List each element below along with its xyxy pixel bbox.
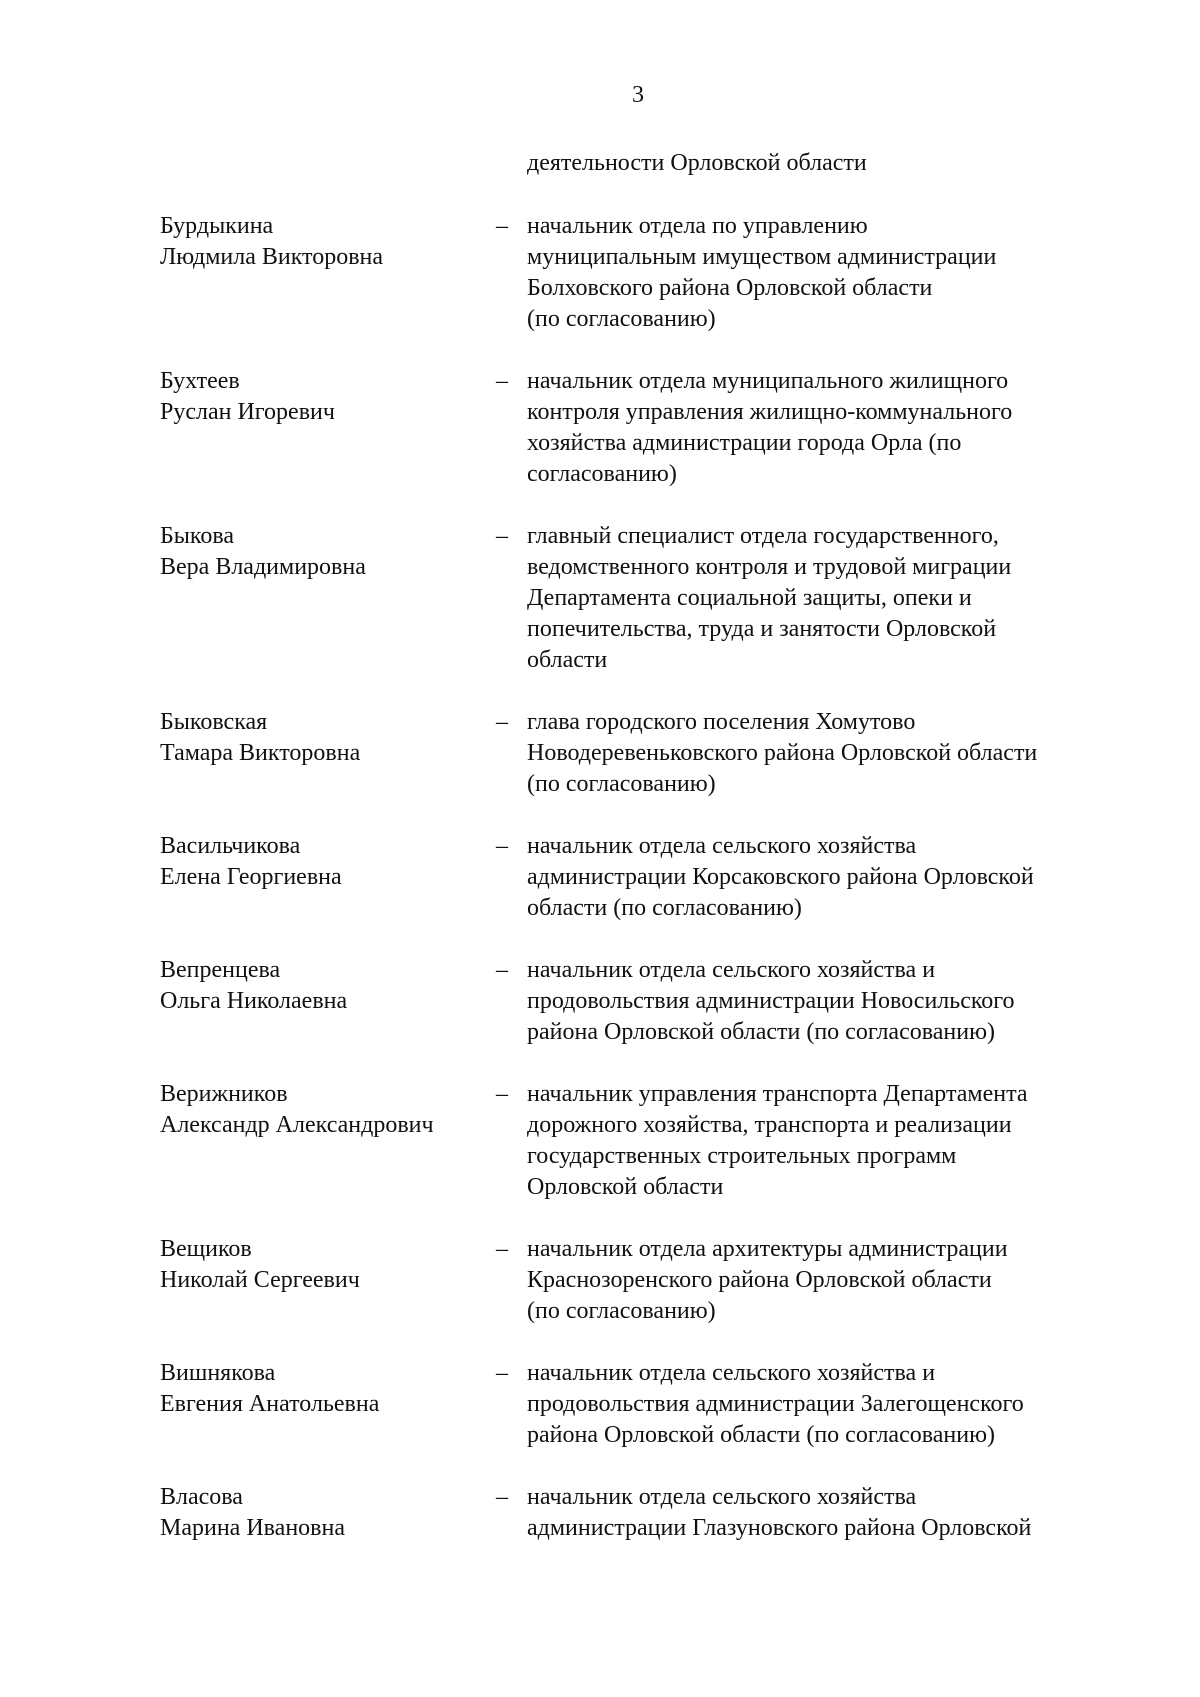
continuation-text: деятельности Орловской области bbox=[527, 150, 867, 176]
member-name bbox=[160, 1358, 496, 1451]
position-line: начальник отдела сельского хозяйства и bbox=[527, 957, 936, 983]
position-line: района Орловской области (по согласованию) bbox=[527, 1422, 996, 1448]
page-number: 3 bbox=[632, 82, 644, 108]
member-name bbox=[160, 955, 496, 1048]
member-name bbox=[160, 1482, 496, 1544]
position-line: начальник отдела муниципального жилищного bbox=[527, 368, 1009, 394]
member-entry bbox=[160, 831, 1120, 924]
member-position bbox=[527, 707, 1120, 800]
dash-separator: – bbox=[496, 213, 508, 239]
member-surname: Бурдыкина bbox=[160, 213, 274, 239]
dash-separator: – bbox=[496, 957, 508, 983]
member-given-names: Евгения Анатольевна bbox=[160, 1391, 380, 1417]
member-given-names: Людмила Викторовна bbox=[160, 244, 384, 270]
member-name bbox=[160, 707, 496, 800]
member-entry bbox=[160, 211, 1120, 335]
member-given-names: Руслан Игоревич bbox=[160, 399, 335, 425]
member-surname: Вепренцева bbox=[160, 957, 281, 983]
member-position bbox=[527, 1482, 1120, 1544]
member-position bbox=[527, 831, 1120, 924]
position-line: области (по согласованию) bbox=[527, 895, 802, 921]
dash-separator: – bbox=[496, 1360, 508, 1386]
position-line: района Орловской области (по согласованию) bbox=[527, 1019, 996, 1045]
position-line: начальник отдела сельского хозяйства bbox=[527, 833, 917, 859]
member-position bbox=[527, 366, 1120, 490]
member-name bbox=[160, 831, 496, 924]
member-entry bbox=[160, 1079, 1120, 1203]
member-name bbox=[160, 1079, 496, 1203]
member-entry bbox=[160, 1358, 1120, 1451]
member-position bbox=[527, 1079, 1120, 1203]
member-surname: Быковская bbox=[160, 709, 268, 735]
position-line: согласованию) bbox=[527, 461, 677, 487]
member-surname: Верижников bbox=[160, 1081, 288, 1107]
member-entry bbox=[160, 707, 1120, 800]
position-line: дорожного хозяйства, транспорта и реализации bbox=[527, 1112, 1012, 1138]
member-surname: Васильчикова bbox=[160, 833, 301, 859]
position-line: Новодеревеньковского района Орловской области bbox=[527, 740, 1038, 766]
position-line: начальник отдела сельского хозяйства bbox=[527, 1484, 917, 1510]
position-line: (по согласованию) bbox=[527, 306, 716, 332]
position-line: попечительства, труда и занятости Орловской bbox=[527, 616, 997, 642]
dash-separator: – bbox=[496, 833, 508, 859]
member-given-names: Вера Владимировна bbox=[160, 554, 366, 580]
member-given-names: Марина Ивановна bbox=[160, 1515, 346, 1541]
position-line: продовольствия администрации Залегощенского bbox=[527, 1391, 1024, 1417]
position-line: начальник отдела сельского хозяйства и bbox=[527, 1360, 936, 1386]
member-surname: Вишнякова bbox=[160, 1360, 276, 1386]
position-line: ведомственного контроля и трудовой миграции bbox=[527, 554, 1012, 580]
member-position bbox=[527, 211, 1120, 335]
member-position bbox=[527, 1234, 1120, 1327]
dash-separator: – bbox=[496, 1236, 508, 1262]
position-line: (по согласованию) bbox=[527, 771, 716, 797]
position-line: Орловской области bbox=[527, 1174, 724, 1200]
dash-separator: – bbox=[496, 523, 508, 549]
position-line: области bbox=[527, 647, 608, 673]
member-position bbox=[527, 1358, 1120, 1451]
member-surname: Быкова bbox=[160, 523, 235, 549]
member-list bbox=[160, 211, 1120, 1575]
member-name bbox=[160, 211, 496, 335]
dash-separator: – bbox=[496, 368, 508, 394]
position-line: Болховского района Орловской области bbox=[527, 275, 933, 301]
member-position bbox=[527, 521, 1120, 676]
member-entry bbox=[160, 366, 1120, 490]
member-given-names: Елена Георгиевна bbox=[160, 864, 342, 890]
member-surname: Власова bbox=[160, 1484, 243, 1510]
position-line: начальник отдела архитектуры администрации bbox=[527, 1236, 1008, 1262]
dash-separator: – bbox=[496, 1081, 508, 1107]
position-line: начальник управления транспорта Департамента bbox=[527, 1081, 1028, 1107]
member-surname: Вещиков bbox=[160, 1236, 252, 1262]
position-line: начальник отдела по управлению bbox=[527, 213, 868, 239]
member-given-names: Николай Сергеевич bbox=[160, 1267, 360, 1293]
member-given-names: Тамара Викторовна bbox=[160, 740, 361, 766]
member-name bbox=[160, 1234, 496, 1327]
member-entry bbox=[160, 1234, 1120, 1327]
position-line: контроля управления жилищно-коммунального bbox=[527, 399, 1013, 425]
position-line: главный специалист отдела государственного, bbox=[527, 523, 999, 549]
position-line: администрации Корсаковского района Орловской bbox=[527, 864, 1034, 890]
member-name bbox=[160, 521, 496, 676]
position-line: глава городского поселения Хомутово bbox=[527, 709, 916, 735]
member-entry bbox=[160, 955, 1120, 1048]
member-surname: Бухтеев bbox=[160, 368, 240, 394]
position-line: хозяйства администрации города Орла (по bbox=[527, 430, 962, 456]
dash-separator: – bbox=[496, 709, 508, 735]
member-given-names: Александр Александрович bbox=[160, 1112, 434, 1138]
member-given-names: Ольга Николаевна bbox=[160, 988, 348, 1014]
position-line: государственных строительных программ bbox=[527, 1143, 957, 1169]
member-entry bbox=[160, 1482, 1120, 1544]
position-line: (по согласованию) bbox=[527, 1298, 716, 1324]
position-line: администрации Глазуновского района Орловской bbox=[527, 1515, 1032, 1541]
position-line: Департамента социальной защиты, опеки и bbox=[527, 585, 972, 611]
member-name bbox=[160, 366, 496, 490]
position-line: продовольствия администрации Новосильского bbox=[527, 988, 1015, 1014]
position-line: Краснозоренского района Орловской области bbox=[527, 1267, 992, 1293]
position-line: муниципальным имуществом администрации bbox=[527, 244, 997, 270]
member-entry bbox=[160, 521, 1120, 676]
member-position bbox=[527, 955, 1120, 1048]
dash-separator: – bbox=[496, 1484, 508, 1510]
